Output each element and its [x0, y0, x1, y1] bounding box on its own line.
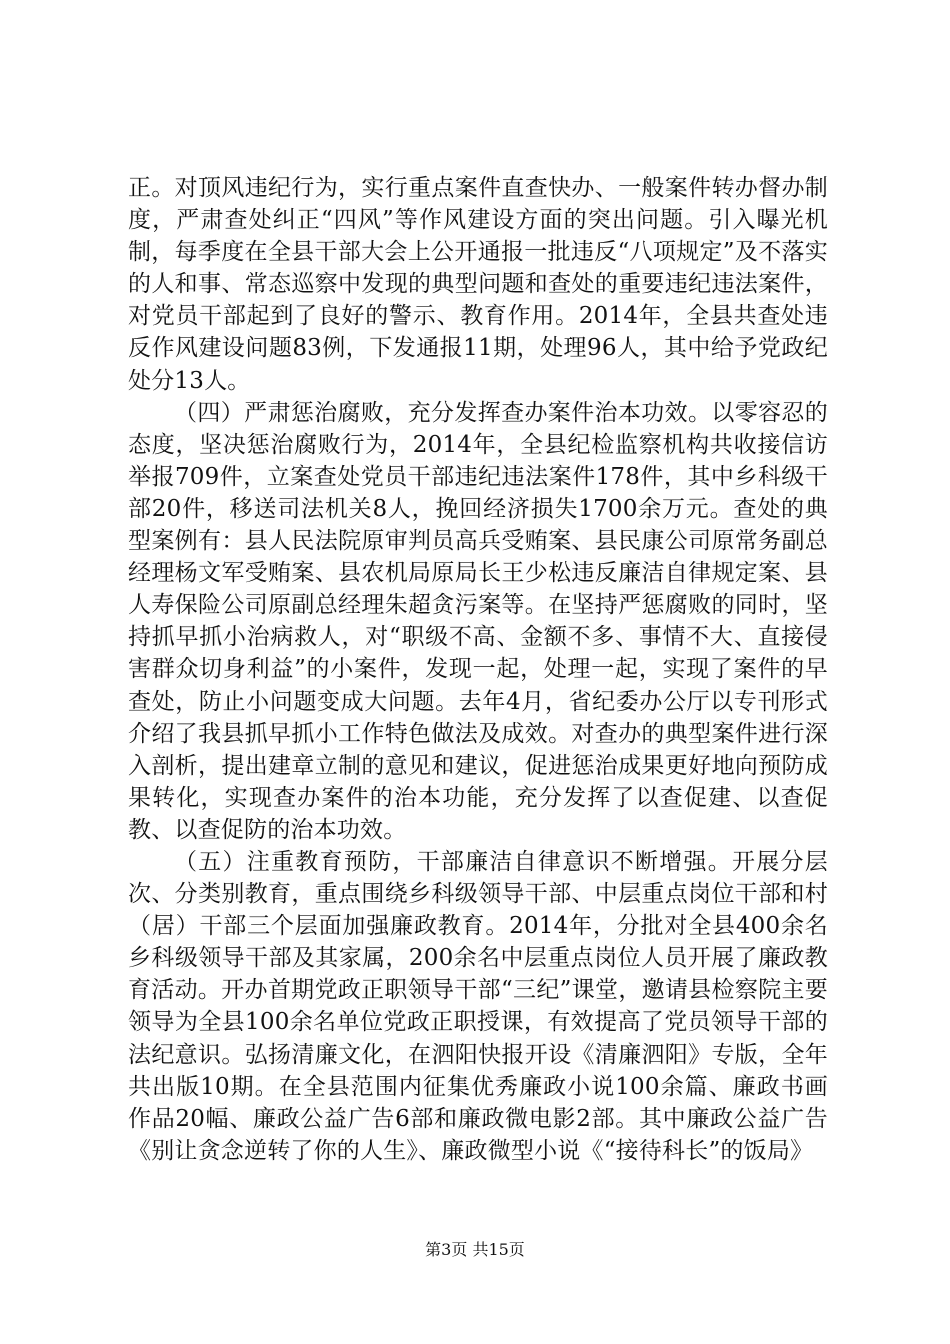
paragraph-section-5: （五）注重教育预防，干部廉洁自律意识不断增强。开展分层次、分类别教育，重点围绕乡科级领导干部、中层重点岗位干部和村（居）干部三个层面加强廉政教育。2014年，分批对全县400余名乡科级领导干部及其家属，200余名中层重点岗位人员开展了廉政教育活动。开办首期党政正职领导干部“三纪”课堂，邀请县检察院主要领导为全县100余名单位党政正职授课，有效提高了党员领导干部的法纪意识。弘扬清廉文化，在泗阳快报开设《清廉泗阳》专版，全年共出版10期。在全县范围内征集优秀廉政小说100余篇、廉政书画作品20幅、廉政公益广告6部和廉政微电影2部。其中廉政公益广告《别让贪念逆转了你的人生》、廉政微型小说《“接待科长”的饭局》 — [128, 848, 828, 1164]
paragraph-section-4: （四）严肃惩治腐败，充分发挥查办案件治本功效。以零容忍的态度，坚决惩治腐败行为，2014年，全县纪检监察机构共收接信访举报709件，立案查处党员干部违纪违法案件178件，其中乡科级干部20件，移送司法机关8人，挽回经济损失1700余万元。查处的典型案例有：县人民法院原审判员高兵受贿案、县民康公司原常务副总经理杨文军受贿案、县农机局原局长王少松违反廉洁自律规定案、县人寿保险公司原副总经理朱超贪污案等。在坚持严惩腐败的同时，坚持抓早抓小治病救人，对“职级不高、金额不多、事情不大、直接侵害群众切身利益”的小案件，发现一起，处理一起，实现了案件的早查处，防止小问题变成大问题。去年4月，省纪委办公厅以专刊形式介绍了我县抓早抓小工作特色做法及成效。对查办的典型案件进行深入剖析，提出建章立制的意见和建议，促进惩治成果更好地向预防成果转化，实现查办案件的治本功能，充分发挥了以查促建、以查促教、以查促防的治本功效。 — [128, 399, 828, 843]
page-footer: 第3页 共15页 — [425, 1240, 525, 1259]
paragraph-continued: 正。对顶风违纪行为，实行重点案件直查快办、一般案件转办督办制度，严肃查处纠正“四风”等作风建设方面的突出问题。引入曝光机制，每季度在全县干部大会上公开通报一批违反“八项规定”及不落实的人和事、常态巡察中发现的典型问题和查处的重要违纪违法案件，对党员干部起到了良好的警示、教育作用。2014年，全县共查处违反作风建设问题83例，下发通报11期，处理96人，其中给予党政纪处分13人。 — [128, 175, 828, 394]
document-body — [128, 172, 828, 1167]
